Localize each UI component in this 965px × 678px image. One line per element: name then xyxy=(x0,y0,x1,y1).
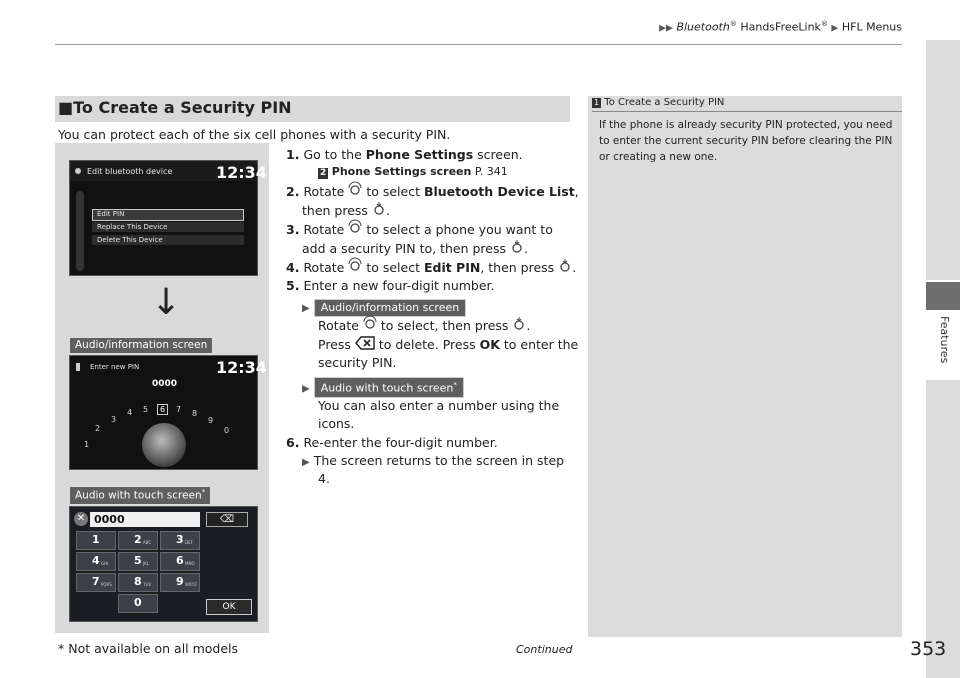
header-divider xyxy=(55,44,902,45)
menu-item-delete: Delete This Device xyxy=(97,236,163,244)
label-audio-with-touch-screen: Audio with touch screen* xyxy=(69,486,211,505)
down-arrow-icon: ↓ xyxy=(151,282,182,323)
rotate-knob-icon xyxy=(348,183,362,202)
figure-enter-new-pin-dial: Enter new PIN 12:34 0000 1 2 3 4 5 6 7 8 9 0 xyxy=(69,355,258,470)
note-body: If the phone is already security PIN protected, you need to enter the current security PIN before clearing the PIN or creating a new one. xyxy=(599,119,893,163)
press-knob-icon xyxy=(510,240,524,259)
pin-value: 0000 xyxy=(94,513,125,526)
press-knob-icon xyxy=(558,259,572,278)
close-icon: ✕ xyxy=(74,512,88,526)
press-knob-icon xyxy=(372,202,386,221)
section-title: ■To Create a Security PIN xyxy=(58,98,292,117)
reference-marker-icon: 2 xyxy=(320,168,327,178)
footnote: * Not available on all models xyxy=(58,641,239,656)
keypad-key: 0 xyxy=(118,594,158,613)
menu-item-edit-pin: Edit PIN xyxy=(97,210,125,218)
scroll-track xyxy=(76,191,84,271)
side-tab-label: Features xyxy=(938,316,951,364)
screen-title: Edit bluetooth device xyxy=(87,167,173,176)
device-icon xyxy=(75,168,81,174)
step-6: 6. Re-enter the four-digit number. xyxy=(286,435,498,450)
continued-label: Continued xyxy=(516,643,573,656)
pin-value: 0000 xyxy=(152,379,178,389)
breadcrumb-arrow-icon: ▶▶ xyxy=(659,23,673,34)
side-tab-lower xyxy=(926,380,960,678)
step-2: 2. Rotate to select Bluetooth Device List, xyxy=(286,182,579,202)
note-divider xyxy=(592,111,902,112)
dial-selected-digit: 6 xyxy=(157,404,168,415)
breadcrumb: ▶▶ Bluetooth® HandsFreeLink® ▶ HFL Menus xyxy=(659,20,902,34)
keypad-key: 3 DEF xyxy=(160,531,200,550)
rotate-knob-icon xyxy=(363,317,377,336)
screen-clock: 12:34 xyxy=(216,358,267,377)
screen-clock: 12:34 xyxy=(216,163,267,182)
cross-reference: 2 Phone Settings screen P. 341 xyxy=(320,165,508,178)
keypad-key: 9 WXYZ xyxy=(160,573,200,592)
breadcrumb-arrow-icon: ▶ xyxy=(831,23,839,34)
chip-audio-information-screen: Audio/information screen xyxy=(314,299,467,317)
keypad-key: 5 JKL xyxy=(118,552,158,571)
note-marker-icon: 1 xyxy=(594,98,600,107)
keypad-key: 7 PQRS xyxy=(76,573,116,592)
keypad-key: 2 ABC xyxy=(118,531,158,550)
step-1: 1. Go to the Phone Settings screen. xyxy=(286,147,523,162)
ok-button: OK xyxy=(206,599,252,615)
keypad-key: 1 xyxy=(76,531,116,550)
chip-audio-with-touch-screen: Audio with touch screen* xyxy=(314,377,464,398)
figure-edit-bluetooth-device xyxy=(69,160,267,276)
step-5-audio-info xyxy=(302,297,466,318)
keypad-key: 4 GHI xyxy=(76,552,116,571)
note-panel xyxy=(588,96,902,637)
step-5: 5. Enter a new four-digit number. xyxy=(286,278,495,293)
phone-icon xyxy=(76,363,80,371)
sub-step-arrow-icon: ▶ xyxy=(302,303,310,314)
screen-title: Enter new PIN xyxy=(90,363,140,371)
press-knob-icon xyxy=(512,317,526,336)
menu-item-replace: Replace This Device xyxy=(97,223,168,231)
breadcrumb-item-hfl-menus: HFL Menus xyxy=(841,20,902,34)
keypad-key: 6 MNO xyxy=(160,552,200,571)
step-4: 4. Rotate to select Edit PIN, then press . xyxy=(286,258,576,278)
keypad-key: 8 TUV xyxy=(118,573,158,592)
breadcrumb-item-bluetooth: Bluetooth xyxy=(676,20,730,34)
side-tab-upper xyxy=(926,40,960,280)
step-3: 3. Rotate to select a phone you want to xyxy=(286,220,553,240)
figure-touch-keypad xyxy=(69,506,258,622)
intro-text: You can protect each of the six cell phones with a security PIN. xyxy=(58,127,451,142)
sub-step-arrow-icon: ▶ xyxy=(302,383,310,395)
rotary-knob-icon xyxy=(142,423,186,467)
label-audio-information-screen: Audio/information screen xyxy=(69,337,213,354)
sub-step-arrow-icon: ▶ xyxy=(302,457,310,468)
rotate-knob-icon xyxy=(348,221,362,240)
page-number: 353 xyxy=(910,638,947,660)
note-title: 1 To Create a Security PIN xyxy=(594,97,725,108)
backspace-icon: ⌫ xyxy=(206,512,248,527)
